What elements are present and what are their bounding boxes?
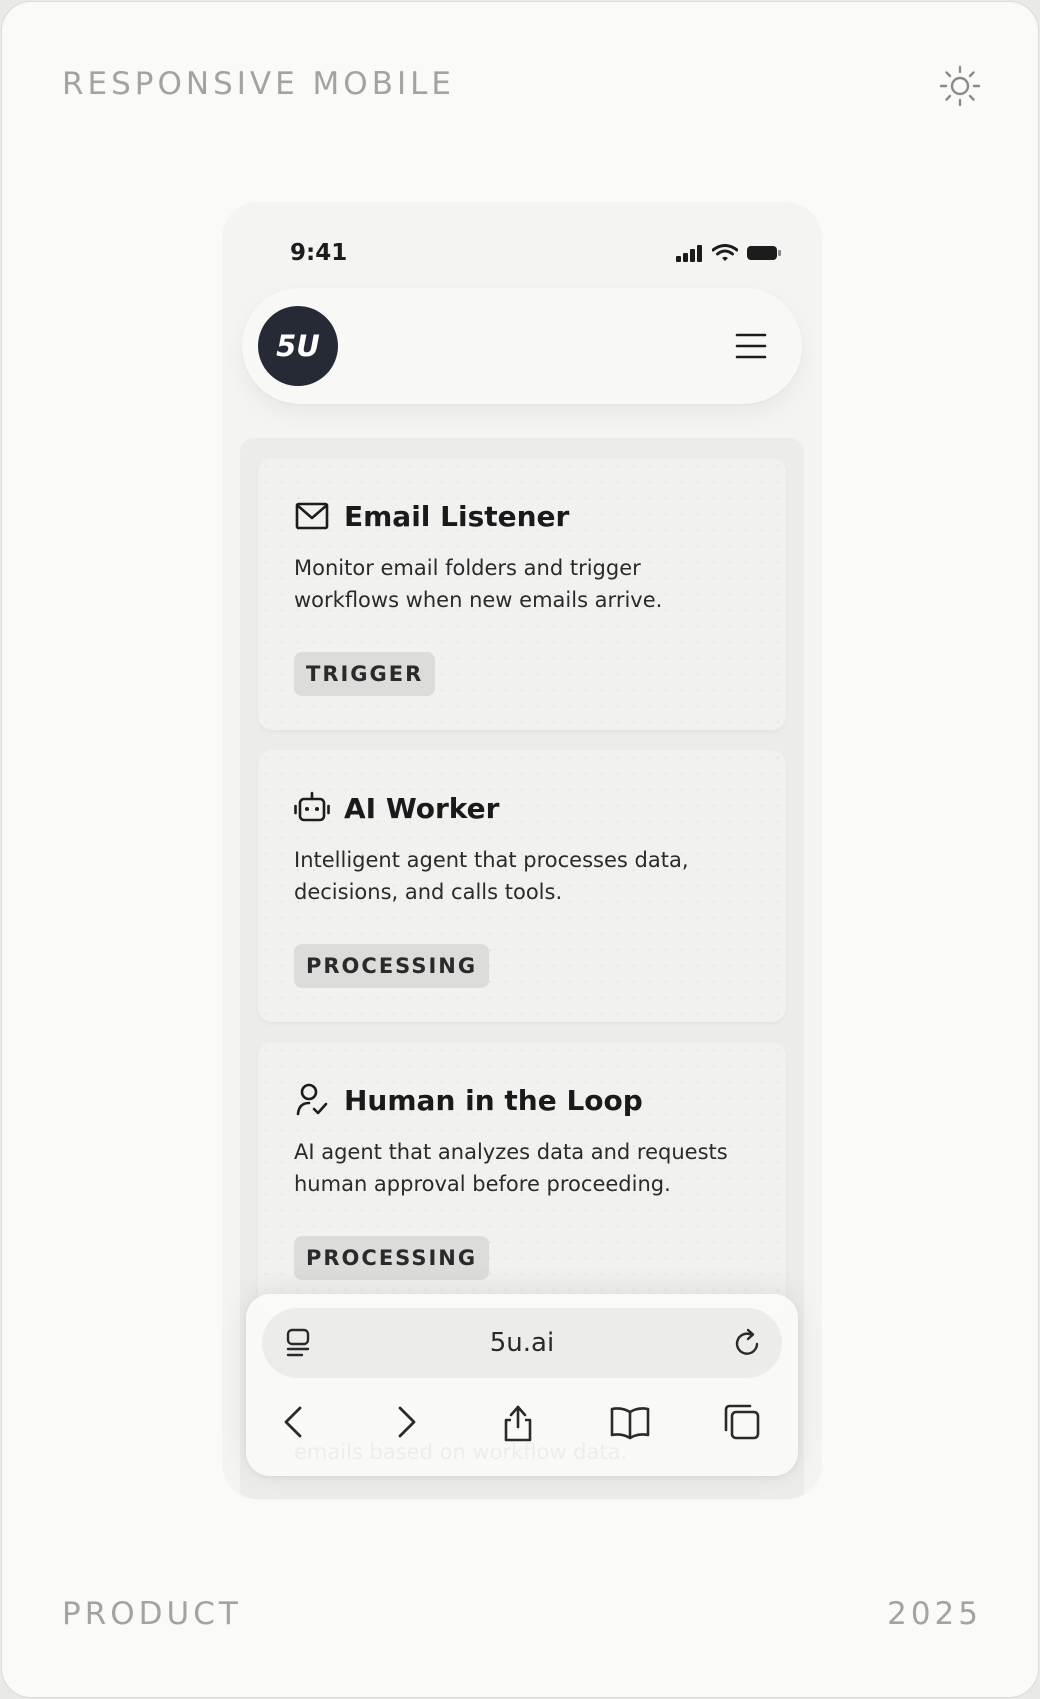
top-nav bbox=[242, 288, 802, 404]
signal-icon bbox=[676, 244, 704, 262]
status-badge: PROCESSING bbox=[294, 944, 489, 988]
card-title: Human in the Loop bbox=[344, 1084, 643, 1117]
showcase-frame bbox=[1, 1, 1039, 1698]
card-title: AI Worker bbox=[344, 792, 500, 825]
sun-icon[interactable] bbox=[938, 64, 982, 108]
card-description: Monitor email folders and trigger workflows when new emails arrive. bbox=[294, 556, 663, 612]
card-human-in-the-loop[interactable] bbox=[258, 1042, 786, 1314]
url-text: 5u.ai bbox=[489, 1328, 555, 1358]
status-badge: PROCESSING bbox=[294, 1236, 489, 1280]
status-badge: TRIGGER bbox=[294, 652, 435, 696]
user-check-icon bbox=[294, 1082, 330, 1118]
card-email-listener[interactable] bbox=[258, 458, 786, 730]
back-icon[interactable] bbox=[272, 1400, 316, 1444]
forward-icon[interactable] bbox=[384, 1400, 428, 1444]
bookmarks-icon[interactable] bbox=[608, 1400, 652, 1444]
share-icon[interactable] bbox=[496, 1400, 540, 1444]
phone-mockup bbox=[222, 202, 822, 1499]
logo[interactable]: 5U bbox=[258, 306, 338, 386]
tabs-icon[interactable] bbox=[720, 1400, 764, 1444]
status-icons bbox=[676, 244, 782, 262]
wifi-icon bbox=[712, 244, 738, 262]
address-bar[interactable] bbox=[262, 1308, 782, 1378]
card-description: AI agent that analyzes data and requests human approval before proceeding. bbox=[294, 1140, 728, 1196]
card-description: Intelligent agent that processes data, decisions, and calls tools. bbox=[294, 848, 689, 904]
reload-icon[interactable] bbox=[730, 1326, 764, 1360]
mail-icon bbox=[294, 498, 330, 534]
card-title: Email Listener bbox=[344, 500, 570, 533]
robot-icon bbox=[294, 790, 330, 826]
section-label: RESPONSIVE MOBILE bbox=[62, 66, 455, 102]
battery-icon bbox=[746, 244, 782, 262]
card-ai-worker[interactable] bbox=[258, 750, 786, 1022]
footer-label-right: 2025 bbox=[887, 1596, 982, 1632]
footer-label-left: PRODUCT bbox=[62, 1596, 242, 1632]
status-time: 9:41 bbox=[290, 240, 348, 266]
hamburger-menu-icon[interactable] bbox=[734, 330, 768, 362]
browser-bar bbox=[246, 1294, 798, 1476]
